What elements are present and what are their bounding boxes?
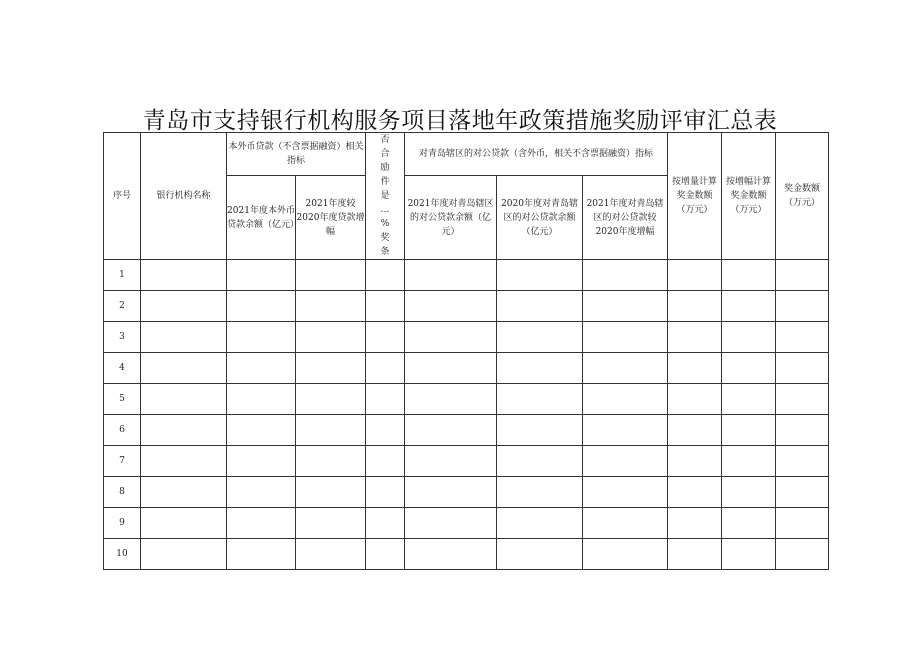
table-row [104, 353, 829, 384]
table-cell[interactable] [405, 415, 497, 446]
table-row [104, 477, 829, 508]
header-row-1 [104, 133, 829, 176]
table-cell[interactable] [668, 260, 722, 291]
table-cell[interactable] [141, 477, 227, 508]
table-cell[interactable] [776, 260, 829, 291]
table-row [104, 260, 829, 291]
table-cell[interactable] [141, 384, 227, 415]
row-number: 6 [104, 415, 141, 446]
summary-table [103, 132, 829, 570]
table-cell[interactable] [722, 353, 776, 384]
header-reward-rate: 按增幅计算奖金数额（万元） [722, 133, 776, 260]
table-cell[interactable] [141, 539, 227, 570]
table-cell[interactable] [776, 291, 829, 322]
table-row [104, 446, 829, 477]
table-cell[interactable] [668, 446, 722, 477]
table-cell[interactable] [497, 260, 583, 291]
table-cell[interactable] [583, 260, 668, 291]
table-cell[interactable] [296, 260, 366, 291]
table-cell[interactable] [583, 291, 668, 322]
table-cell[interactable] [722, 508, 776, 539]
row-number: 5 [104, 384, 141, 415]
table-cell[interactable] [583, 477, 668, 508]
table-cell[interactable] [776, 508, 829, 539]
table-cell[interactable] [497, 477, 583, 508]
table-cell[interactable] [296, 477, 366, 508]
table-cell[interactable] [366, 291, 405, 322]
table-row [104, 539, 829, 570]
table-cell[interactable] [296, 322, 366, 353]
header-corporate-loan-group: 对青岛辖区的对公贷款（含外币，相关不含票据融资）指标 [405, 133, 668, 176]
table-cell[interactable] [366, 260, 405, 291]
table-cell[interactable] [141, 260, 227, 291]
table-cell[interactable] [668, 384, 722, 415]
table-cell[interactable] [583, 508, 668, 539]
table-cell[interactable] [296, 539, 366, 570]
page-title: 青岛市支持银行机构服务项目落地年政策措施奖励评审汇总表 [142, 108, 778, 134]
table-cell[interactable] [776, 322, 829, 353]
table-cell[interactable] [405, 477, 497, 508]
table-cell[interactable] [722, 477, 776, 508]
header-seq: 序号 [104, 133, 141, 260]
table-cell[interactable] [405, 260, 497, 291]
table-cell[interactable] [776, 477, 829, 508]
header-corp-balance-2021: 2021年度对青岛辖区的对公贷款余额（亿元） [405, 176, 497, 260]
table-cell[interactable] [405, 446, 497, 477]
table-cell[interactable] [776, 353, 829, 384]
table-cell[interactable] [366, 508, 405, 539]
table-cell[interactable] [227, 415, 296, 446]
row-number: 9 [104, 508, 141, 539]
table-cell[interactable] [366, 384, 405, 415]
table-cell[interactable] [227, 477, 296, 508]
table-cell[interactable] [583, 353, 668, 384]
row-number: 8 [104, 477, 141, 508]
header-reward-total: 奖金数额（万元） [776, 133, 829, 260]
table-cell[interactable] [776, 539, 829, 570]
header-bank-name: 银行机构名称 [141, 133, 227, 260]
table-cell[interactable] [405, 384, 497, 415]
table-cell[interactable] [776, 415, 829, 446]
table-cell[interactable] [141, 291, 227, 322]
table-row [104, 322, 829, 353]
table-cell[interactable] [227, 508, 296, 539]
table-cell[interactable] [497, 322, 583, 353]
table-cell[interactable] [366, 477, 405, 508]
table-cell[interactable] [366, 322, 405, 353]
table-cell[interactable] [296, 291, 366, 322]
header-corp-growth: 2021年度对青岛辖区的对公贷款较2020年度增幅 [583, 176, 668, 260]
table-cell[interactable] [227, 260, 296, 291]
table-cell[interactable] [141, 353, 227, 384]
header-loan-growth: 2021年度较2020年度贷款增幅 [296, 176, 366, 260]
table-cell[interactable] [776, 446, 829, 477]
table-cell[interactable] [227, 291, 296, 322]
header-condition-text: 否 合 励 件 是 … % 奖 条 [380, 135, 390, 257]
header-corp-balance-2020: 2020年度对青岛辖区的对公贷款余额（亿元） [497, 176, 583, 260]
header-loan-balance: 2021年度本外币贷款余额（亿元） [227, 176, 296, 260]
table-cell[interactable] [296, 353, 366, 384]
table-cell[interactable] [497, 415, 583, 446]
table-cell[interactable] [668, 291, 722, 322]
table-cell[interactable] [296, 384, 366, 415]
table-cell[interactable] [227, 539, 296, 570]
row-number: 7 [104, 446, 141, 477]
table-cell[interactable] [227, 322, 296, 353]
table-cell[interactable] [296, 508, 366, 539]
table-cell[interactable] [227, 446, 296, 477]
table-cell[interactable] [776, 384, 829, 415]
table-cell[interactable] [366, 353, 405, 384]
table-cell[interactable] [497, 446, 583, 477]
table-cell[interactable] [227, 384, 296, 415]
table-cell[interactable] [227, 353, 296, 384]
table-cell[interactable] [722, 415, 776, 446]
table-cell[interactable] [583, 539, 668, 570]
table-cell[interactable] [366, 539, 405, 570]
row-number: 3 [104, 322, 141, 353]
table-cell[interactable] [722, 260, 776, 291]
table-cell[interactable] [497, 291, 583, 322]
table-cell[interactable] [141, 508, 227, 539]
table-cell[interactable] [722, 384, 776, 415]
table-row [104, 291, 829, 322]
table-cell[interactable] [405, 291, 497, 322]
table-cell[interactable] [405, 508, 497, 539]
table-cell[interactable] [722, 291, 776, 322]
table-cell[interactable] [405, 353, 497, 384]
row-number: 1 [104, 260, 141, 291]
table-cell[interactable] [497, 539, 583, 570]
table-cell[interactable] [668, 322, 722, 353]
table-body [104, 260, 829, 570]
table-cell[interactable] [722, 322, 776, 353]
table-cell[interactable] [583, 322, 668, 353]
table-cell[interactable] [141, 446, 227, 477]
table-cell[interactable] [405, 322, 497, 353]
table-row [104, 508, 829, 539]
table-cell[interactable] [583, 415, 668, 446]
table-cell[interactable] [583, 384, 668, 415]
row-number: 2 [104, 291, 141, 322]
header-condition [366, 133, 405, 260]
table-cell[interactable] [668, 539, 722, 570]
table-cell[interactable] [296, 415, 366, 446]
row-number: 4 [104, 353, 141, 384]
table-cell[interactable] [668, 477, 722, 508]
table-cell[interactable] [141, 415, 227, 446]
table-cell[interactable] [497, 508, 583, 539]
header-reward-increment: 按增量计算奖金数额（万元） [668, 133, 722, 260]
table-cell[interactable] [722, 446, 776, 477]
table-cell[interactable] [583, 446, 668, 477]
table-cell[interactable] [722, 539, 776, 570]
table-cell[interactable] [668, 353, 722, 384]
table-cell[interactable] [405, 539, 497, 570]
table-row [104, 384, 829, 415]
table-cell[interactable] [668, 415, 722, 446]
row-number: 10 [104, 539, 141, 570]
table-row [104, 415, 829, 446]
table-cell[interactable] [366, 446, 405, 477]
table-cell[interactable] [497, 384, 583, 415]
table-cell[interactable] [296, 446, 366, 477]
header-loan-group: 本外币贷款（不含票据融资）相关指标 [227, 133, 366, 176]
table-cell[interactable] [366, 415, 405, 446]
table-cell[interactable] [141, 322, 227, 353]
table-cell[interactable] [497, 353, 583, 384]
table-cell[interactable] [668, 508, 722, 539]
